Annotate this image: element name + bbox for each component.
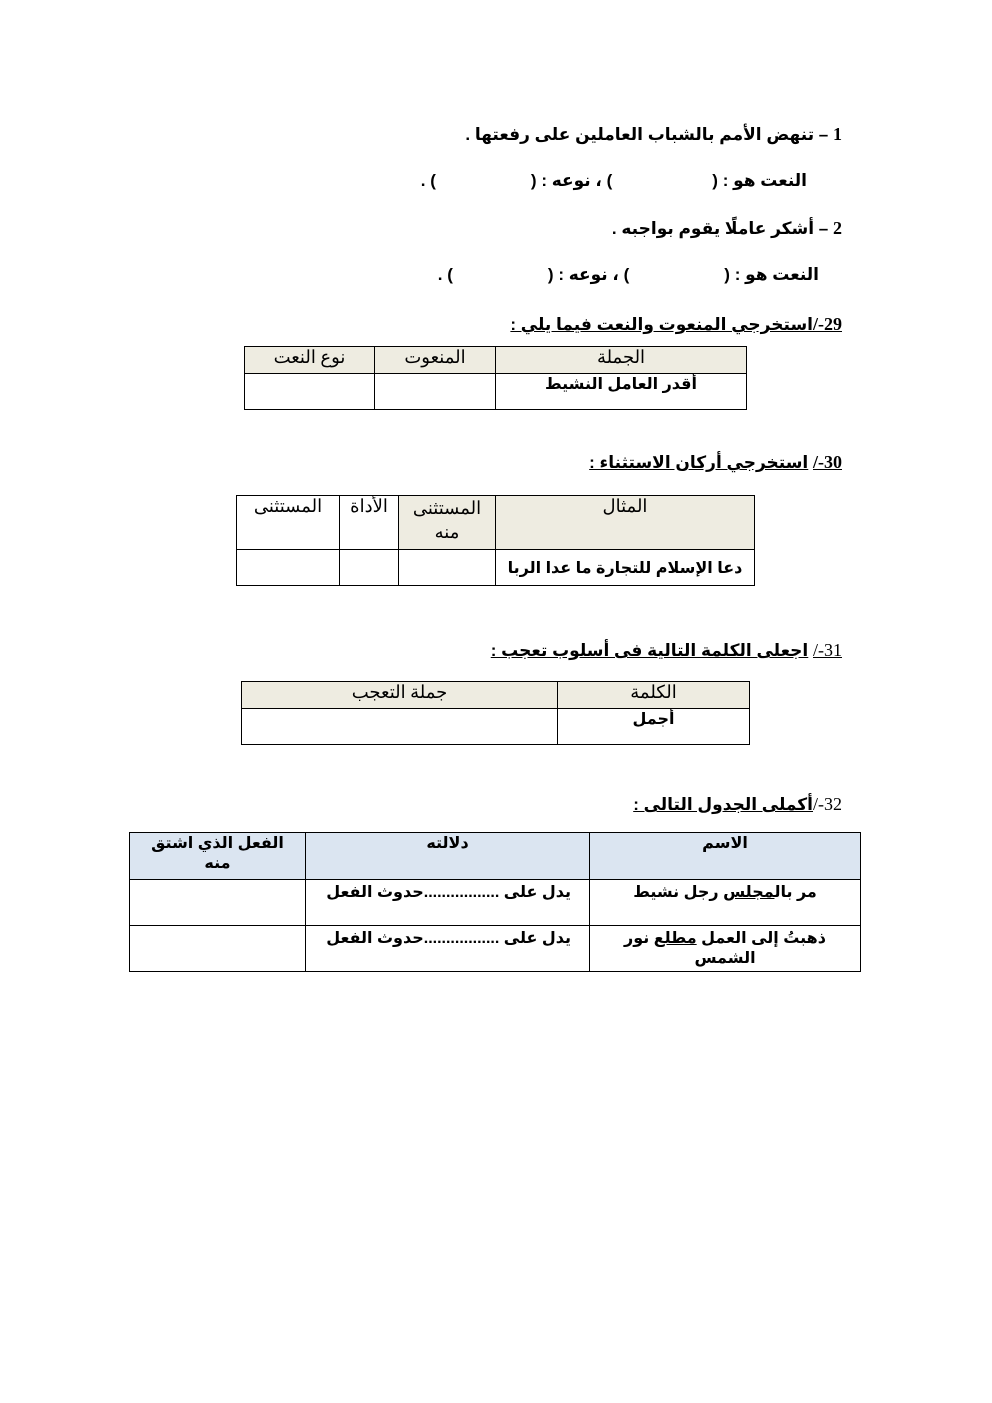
- q29-heading: [510, 313, 842, 336]
- q1-sentence: – تنهض الأمم بالشباب العاملين على رفعتها .: [465, 125, 829, 144]
- q32-number: 32-/: [813, 794, 842, 814]
- q2-number: 2: [833, 218, 842, 238]
- q32-row1-noun: مر بالمجلس رجل نشيط: [590, 880, 861, 926]
- q31-heading: [491, 639, 842, 662]
- q32-header-meaning: دلالته: [306, 833, 590, 880]
- q1-sentence-line: [465, 123, 842, 146]
- q29-row-type-cell[interactable]: [245, 374, 375, 410]
- q32-row2-meaning[interactable]: يدل على .................حدوث الفعل: [306, 926, 590, 972]
- q2-sentence: – أشكر عاملًا يقوم بواجبه .: [611, 219, 829, 238]
- q30-header-excepted: المستثنى: [237, 496, 340, 550]
- table-row: [130, 926, 861, 972]
- table-row: [130, 880, 861, 926]
- q30-heading: [589, 451, 842, 474]
- q31-table: [241, 681, 750, 745]
- q30-number: 30-/: [813, 452, 842, 472]
- q29-header-adjective-type: نوع النعت: [245, 347, 375, 374]
- q1-type-label: نوعه :: [541, 171, 591, 190]
- q30-row-tool-cell[interactable]: [340, 550, 399, 586]
- q29-number: 29-/: [813, 314, 842, 334]
- q31-row-word: أجمل: [558, 709, 750, 745]
- q31-row-exclamation-cell[interactable]: [242, 709, 558, 745]
- q32-header-noun: الاسم: [590, 833, 861, 880]
- q32-row1-verb-cell[interactable]: [130, 880, 306, 926]
- q1-number: 1: [833, 124, 842, 144]
- q29-table: [244, 346, 747, 410]
- q32-title: أكملى الجدول التالى :: [633, 795, 813, 814]
- q2-answer-line: النعت هو : () ، نوعه : () .: [437, 265, 819, 284]
- q32-table: [129, 832, 861, 972]
- q1-answer-label: النعت هو :: [722, 171, 807, 190]
- q30-header-example: المثال: [496, 496, 755, 550]
- q30-row-example: دعا الإسلام للتجارة ما عدا الربا: [496, 550, 755, 586]
- q32-row1-meaning[interactable]: يدل على .................حدوث الفعل: [306, 880, 590, 926]
- q29-header-described: المنعوت: [375, 347, 496, 374]
- q29-header-sentence: الجملة: [496, 347, 747, 374]
- q30-title: استخرجي أركان الاستثناء :: [589, 453, 809, 472]
- q32-heading: [633, 793, 842, 816]
- q2-sentence-line: [612, 217, 842, 240]
- q30-table: [236, 495, 755, 586]
- q31-header-exclamation: جملة التعجب: [242, 682, 558, 709]
- q30-header-excepted-from: المستثنى منه: [399, 496, 496, 550]
- q2-answer-label: النعت هو :: [734, 265, 819, 284]
- q32-header-verb: الفعل الذي اشتق منه: [130, 833, 306, 880]
- q30-row-excepted-cell[interactable]: [237, 550, 340, 586]
- q31-number: 31-/: [813, 640, 842, 660]
- q31-title: اجعلى الكلمة التالية فى أسلوب تعجب :: [490, 641, 809, 660]
- q29-row-sentence: أقدر العامل النشيط: [496, 374, 747, 410]
- q2-type-label: نوعه :: [558, 265, 608, 284]
- q1-answer-line: النعت هو : () ، نوعه : () .: [420, 171, 807, 190]
- q30-header-tool: الأداة: [340, 496, 399, 550]
- q32-row2-verb-cell[interactable]: [130, 926, 306, 972]
- q30-row-excepted-from-cell[interactable]: [399, 550, 496, 586]
- q29-title: استخرجي المنعوت والنعت فيما يلي :: [510, 315, 813, 334]
- q31-header-word: الكلمة: [558, 682, 750, 709]
- q29-row-described-cell[interactable]: [375, 374, 496, 410]
- q32-row2-noun: ذهبتُ إلى العمل مطلع نور الشمس: [590, 926, 861, 972]
